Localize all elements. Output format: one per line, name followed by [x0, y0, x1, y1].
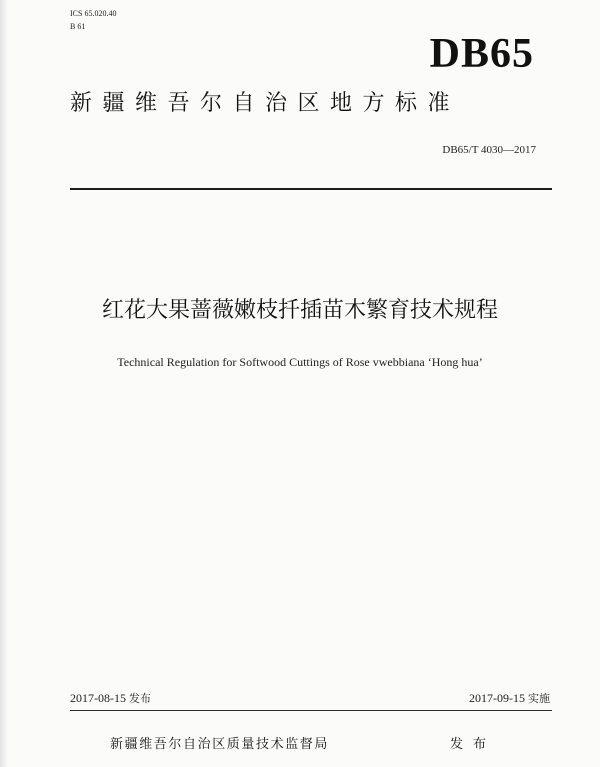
publishing-authority: 新疆维吾尔自治区质量技术监督局	[110, 737, 330, 752]
document-title-chinese: 红花大果蔷薇嫩枝扦插苗木繁育技术规程	[101, 298, 498, 323]
implementation-date: 2017-09-15	[469, 691, 525, 705]
issue-date: 2017-08-15	[70, 691, 126, 705]
implementation-date-line	[469, 690, 550, 707]
ccs-code: B 61	[70, 22, 86, 31]
standard-mark: DB65	[429, 31, 534, 77]
ics-code: ICS 65.020.40	[70, 9, 117, 18]
scan-edge-shadow	[0, 0, 8, 767]
standard-category: 新疆维吾尔自治区地方标准	[70, 91, 461, 116]
implementation-label: 实施	[528, 692, 550, 705]
standard-number: DB65/T 4030—2017	[442, 144, 536, 156]
issue-date-line	[70, 690, 151, 707]
document-title-english: Technical Regulation for Softwood Cuttings of Rose vwebbiana ‘Hong hua’	[117, 355, 483, 369]
bottom-divider	[70, 710, 552, 711]
publish-label: 发布	[450, 737, 497, 752]
issue-label: 发布	[129, 692, 151, 705]
top-divider	[70, 188, 552, 190]
